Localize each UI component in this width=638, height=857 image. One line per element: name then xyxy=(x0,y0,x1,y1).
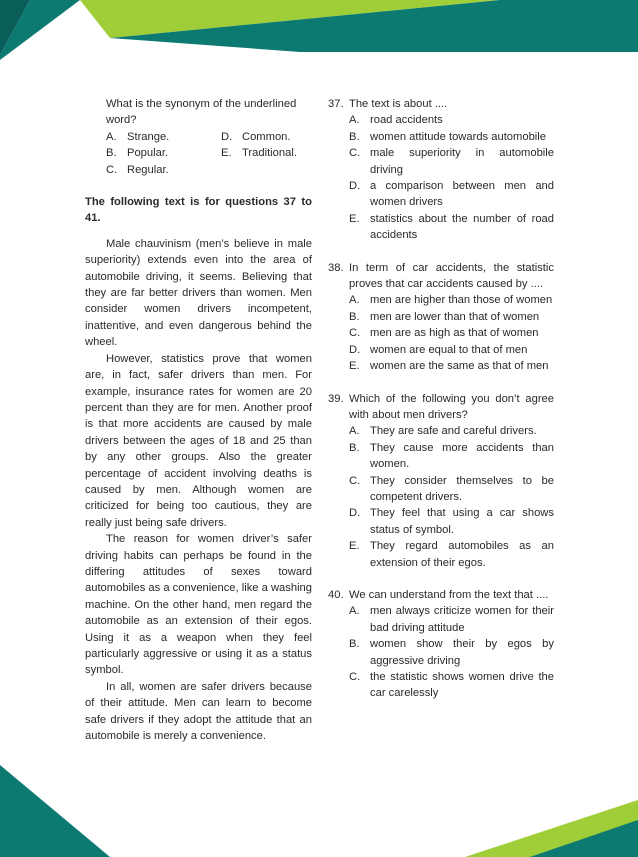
question-37 xyxy=(328,96,554,244)
top-lime-band xyxy=(80,0,500,38)
question-number: 40. xyxy=(328,588,344,601)
q36-stem: What is the synonym of the underlined word? xyxy=(106,98,297,127)
left-column xyxy=(85,96,312,744)
top-left-teal-shape xyxy=(0,0,30,55)
option: D. women are equal to that of men xyxy=(349,343,528,356)
question-number: 39. xyxy=(328,392,344,405)
question-number: 37. xyxy=(328,98,344,110)
passage-paragraph: The reason for women driver’s safer driving habits can perhaps be found in the differing attitudes of sexes toward automobiles as a convenience, like a washing machine. On the other hand, men regard the automobile as an extension of their egos. Using it as a weapon when they feel particularly aggressive or using it as a status symbol. xyxy=(85,533,312,677)
option: D. They feel that using a car shows status of symbol. xyxy=(349,507,554,536)
passage-paragraph: However, statistics prove that women are, in fact, safer drivers than men. For example, insurance rates for women are 20 percent than they are for men. Another proof is that more accidents are caused by male drivers between the ages of 18 and 25 than by any other groups. Also the greater percentage of accident involving deaths is caused by men. Although women are criticized for being too cautious, they are really just being safe drivers. xyxy=(85,352,312,529)
q36-option-e: E. Traditional. xyxy=(221,147,297,160)
question-38 xyxy=(328,260,554,375)
question-stem: We can understand from the text that .... xyxy=(349,588,549,601)
option: E. They regard automobiles as an extension of their egos. xyxy=(349,540,554,569)
question-40 xyxy=(328,587,554,702)
q36-options xyxy=(85,129,312,178)
right-column xyxy=(328,96,554,718)
option: B. They cause more accidents than women. xyxy=(349,441,554,471)
option: B. women attitude towards automobile xyxy=(349,130,546,143)
q36-option-a: A. Strange. xyxy=(106,130,170,143)
option: C. male superiority in automobile driving xyxy=(349,147,554,176)
question-number: 38. xyxy=(328,261,344,274)
option: C. men are as high as that of women xyxy=(349,327,539,340)
option: A. They are safe and careful drivers. xyxy=(349,425,537,438)
option: C. the statistic shows women drive the car carelessly xyxy=(349,671,554,700)
option: A. road accidents xyxy=(349,114,443,127)
top-left-teal-band xyxy=(0,0,80,60)
option: D. a comparison between men and women drivers xyxy=(349,180,554,209)
option: A. men are higher than those of women xyxy=(349,294,553,307)
bottom-left-teal-shape xyxy=(0,765,110,857)
q36-option-d: D. Common. xyxy=(221,130,291,143)
q36-option-c: C. Regular. xyxy=(106,163,169,176)
bottom-right-teal-shape xyxy=(530,820,638,857)
option: C. They consider themselves to be competent drivers. xyxy=(349,474,554,503)
option: A. men always criticize women for their bad driving attitude xyxy=(349,605,554,634)
q36-option-b: B. Popular. xyxy=(106,147,169,160)
question-stem: Which of the following you don’t agree with about men drivers? xyxy=(349,392,554,421)
option: B. men are lower than that of women xyxy=(349,310,540,323)
bottom-right-lime-shape xyxy=(465,800,638,857)
question-stem: In term of car accidents, the statistic proves that car accidents caused by .... xyxy=(349,261,554,291)
top-right-teal-band xyxy=(110,0,638,52)
passage-heading: The following text is for questions 37 to 41. xyxy=(85,196,312,225)
option: E. women are the same as that of men xyxy=(349,360,549,373)
option: B. women show their by egos by aggressive driving xyxy=(349,638,554,667)
question-39 xyxy=(328,391,554,571)
question-stem: The text is about .... xyxy=(349,98,448,110)
passage-paragraph: Male chauvinism (men’s believe in male superiority) extends even into the area of automobile driving, it seems. Believing that they are far better drivers than women. Men consider women drivers incompetent, inattentive, and even dangerous behind the wheel. xyxy=(85,237,312,349)
option: E. statistics about the number of road accidents xyxy=(349,212,554,242)
passage-paragraph: In all, women are safer drivers because of their attitude. Men can learn to become safe drivers if they adopt the attitude that an automobile is merely a convenience. xyxy=(85,680,312,743)
